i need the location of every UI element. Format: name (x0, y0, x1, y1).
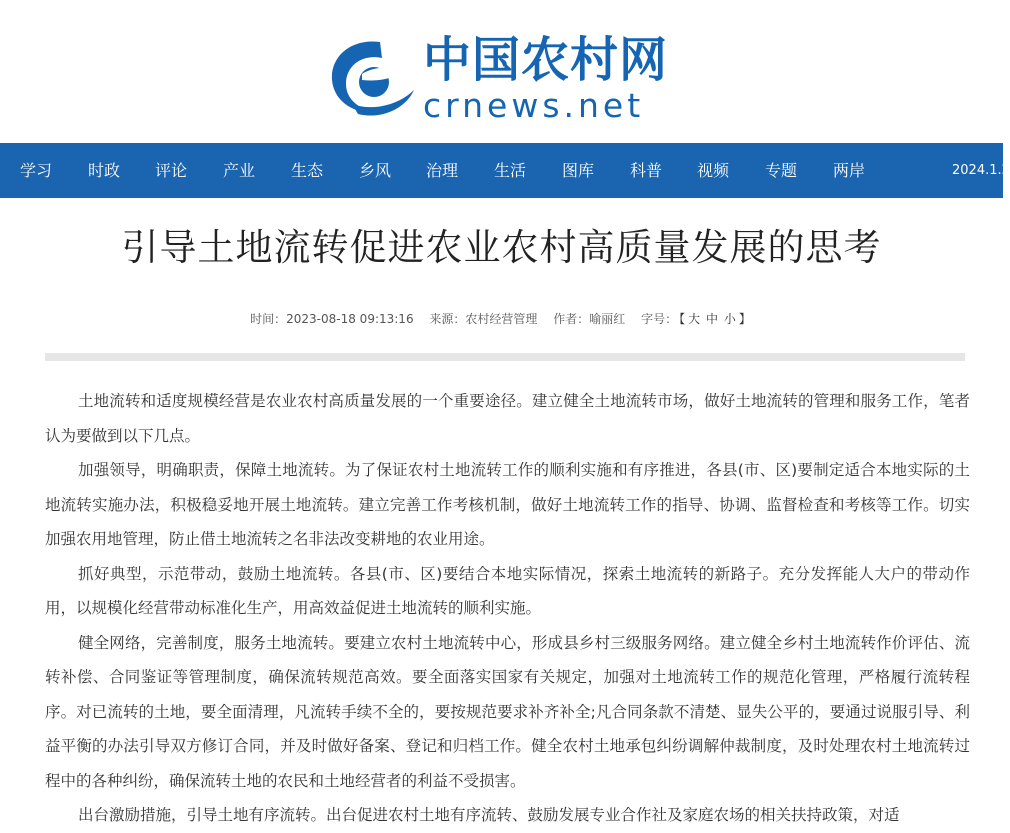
article-paragraph: 抓好典型，示范带动，鼓励土地流转。各县(市、区)要结合本地实际情况，探索土地流转的新路子。充分发挥能人大户的带动作用，以规模化经营带动标准化生产，用高效益促进土地流转的顺利实施。 (45, 564, 970, 617)
meta-source-value: 农村经营管理 (465, 312, 538, 326)
meta-time (250, 312, 413, 326)
article-paragraph: 出台激励措施，引导土地有序流转。出台促进农村土地有序流转、鼓励发展专业合作社及家庭农场的相关扶持政策，对适 (78, 806, 900, 824)
meta-author (553, 312, 625, 326)
site-logo[interactable] (322, 32, 669, 125)
logo-chinese-text: 中国农村网 (423, 32, 669, 88)
fontsize-medium-link[interactable]: 中 (706, 312, 719, 326)
nav-item-liangan[interactable]: 两岸 (833, 161, 866, 180)
title-divider (45, 353, 965, 361)
nav-item-zhuanti[interactable]: 专题 (765, 161, 798, 180)
nav-item-shengtai[interactable]: 生态 (291, 161, 324, 180)
logo-domain-text: crnews.net (423, 86, 645, 125)
meta-source-label: 来源： (429, 312, 466, 326)
main-nav (0, 143, 1010, 198)
meta-time-value: 2023-08-18 09:13:16 (286, 312, 414, 326)
article-paragraph: 土地流转和适度规模经营是农业农村高质量发展的一个重要途径。建立健全土地流转市场，做好土地流转的管理和服务工作，笔者认为要做到以下几点。 (45, 392, 970, 445)
nav-item-shipin[interactable]: 视频 (697, 161, 730, 180)
fontsize-bracket-close: 】 (738, 312, 751, 326)
article-title: 引导土地流转促进农业农村高质量发展的思考 (121, 226, 882, 269)
fontsize-small-link[interactable]: 小 (723, 312, 736, 326)
article-body (45, 384, 970, 833)
fontsize-bracket-open: 【 (679, 312, 686, 326)
meta-author-value: 喻丽红 (589, 312, 626, 326)
article-paragraph: 加强领导，明确职责，保障土地流转。为了保证农村土地流转工作的顺利实施和有序推进，各县(市、区)要制定适合本地实际的土地流转实施办法，积极稳妥地开展土地流转。建立完善工作考核机制，做好土地流转工作的指导、协调、监督检查和考核等工作。切实加强农用地管理，防止借土地流转之名非法改变耕地的农业用途。 (45, 461, 970, 548)
meta-author-label: 作者： (553, 312, 590, 326)
meta-source (429, 312, 537, 326)
logo-swoosh-icon (322, 34, 418, 120)
site-header (0, 0, 1003, 143)
nav-item-xuexi[interactable]: 学习 (20, 161, 53, 180)
fontsize-large-link[interactable]: 大 (688, 312, 701, 326)
meta-fontsize (641, 312, 753, 326)
nav-item-xiangfeng[interactable]: 乡风 (359, 161, 392, 180)
nav-item-tuku[interactable]: 图库 (562, 161, 595, 180)
meta-time-label: 时间： (250, 312, 287, 326)
nav-item-pinglun[interactable]: 评论 (155, 161, 188, 180)
nav-date: 2024.1.2 (952, 163, 1010, 178)
article-paragraph: 健全网络，完善制度，服务土地流转。要建立农村土地流转中心，形成县乡村三级服务网络。建立健全乡村土地流转作价评估、流转补偿、合同鉴证等管理制度，确保流转规范高效。要全面落实国家有关规定，加强对土地流转工作的规范化管理，严格履行流转程序。对已流转的土地，要全面清理，凡流转手续不全的，要按规范要求补齐补全;凡合同条款不清楚、显失公平的，要通过说服引导、利益平衡的办法引导双方修订合同，并及时做好备案、登记和归档工作。健全农村土地承包纠纷调解仲裁制度，及时处理农村土地流转过程中的各种纠纷，确保流转土地的农民和土地经营者的利益不受损害。 (45, 633, 970, 790)
nav-item-zhili[interactable]: 治理 (426, 161, 459, 180)
nav-item-shizheng[interactable]: 时政 (88, 161, 121, 180)
article-meta (0, 310, 1003, 328)
meta-fontsize-label: 字号： (641, 312, 678, 326)
nav-item-chanye[interactable]: 产业 (223, 161, 256, 180)
nav-item-shenghuo[interactable]: 生活 (494, 161, 527, 180)
nav-item-kepu[interactable]: 科普 (630, 161, 663, 180)
